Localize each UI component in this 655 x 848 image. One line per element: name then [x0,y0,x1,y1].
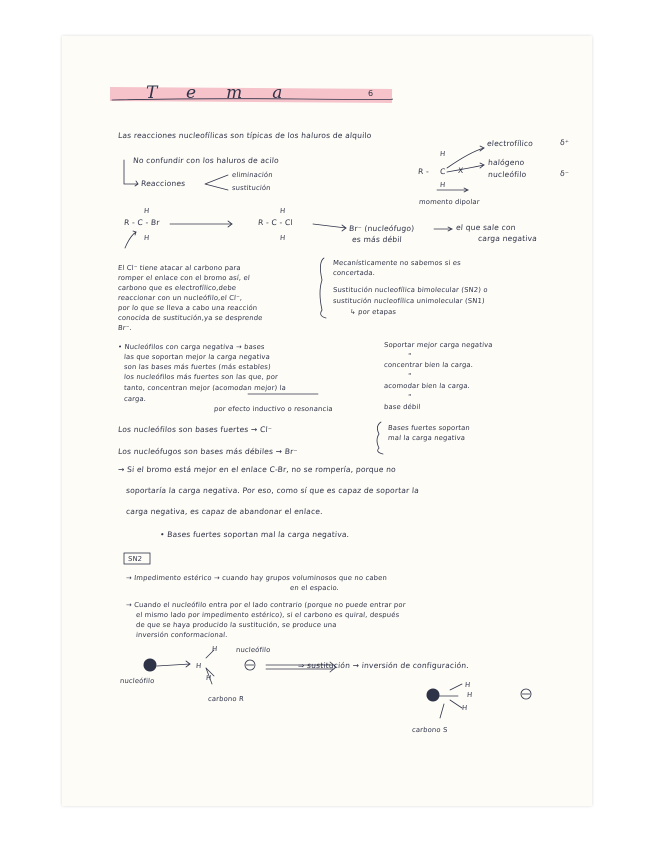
momento-label: momento dipolar [418,198,480,206]
delta-minus: δ⁻ [559,169,570,178]
cuando-1: → Cuando el nucleófilo entra por el lado contrario (porque no puede entrar por [125,601,406,609]
list-left-3: son las bases más fuertes (más estables) [123,363,272,371]
para-left-7: Br⁻. [117,324,133,332]
para-left-1: El Cl⁻ tiene atacar al carbono para [117,264,241,272]
delta-plus: δ⁺ [559,138,570,147]
list-right-6: " [407,393,412,401]
diagram-h1: H [211,645,218,653]
nucleofilo-label: nucleófilo [487,170,527,179]
efecto-line: por efecto inductivo o resonancia [213,405,334,413]
diagram2-h2: H [466,691,473,699]
sustitucion-label: sustitución [231,184,271,192]
react-h2: H [143,234,150,242]
react-left: R - C - Br [123,218,160,227]
list-right-3: concentrar bien la carga. [383,361,474,369]
list-left-5: tanto, concentran mejor (acomodan mejor) la [123,384,287,392]
react-h4: H [279,234,286,242]
hal-h-bottom: H [439,181,446,189]
brace-right-1: Bases fuertes soportan [387,424,471,432]
hal-r: R - [417,167,430,176]
br-weak: es más débil [351,235,403,244]
diagram-nucleofilo-top: nucleófilo [235,646,271,654]
para-left-4: reaccionar con un nucleófilo,el Cl⁻, [117,294,243,302]
bullet-bases: • Bases fuertes soportan mal la carga negativa. [159,530,350,539]
list-left-6: carga. [123,395,147,403]
list-left-1: • Nucleófilos con carga negativa → bases [117,343,265,351]
list-right-2: " [407,352,412,360]
diagram2-h3: H [461,704,468,712]
cuando-3: de que se haya producido la sustitución, se produce una [135,621,337,629]
para-left-6: conocida de sustitución,ya se desprende [117,314,263,322]
diagram-carbono-s: carbono S [411,726,448,734]
page-title: Tema [146,83,313,103]
list-right-7: base débil [383,403,421,411]
intro-line: Las reacciones nucleofílicas son típicas de los haluros de alquilo [117,131,372,140]
halogeno-label: halógeno [487,158,525,167]
list-left-2: las que soportan mejor la carga negativa [123,353,271,361]
br-label: Br⁻ (nucleófugo) [348,224,415,233]
eliminacion-label: eliminación [231,171,273,179]
bromo-3: carga negativa, es capaz de abandonar el enlace. [125,507,324,516]
para-right-5: ↳ por etapas [349,308,397,316]
bromo-1: → Si el bromo está mejor en el enlace C-Br, no se rompería, porque no [117,465,397,474]
nuc-weak: Los nucleófugos son bases más débiles → Br⁻ [117,447,298,456]
para-right-4: sustitución nucleofílica unimolecular (SN1) [332,297,486,305]
para-right-3: Sustitución nucleofílica bimolecular (SN2) o [332,286,488,294]
bromo-2: soportaría la carga negativa. Por eso, como sí que es capaz de soportar la [125,486,420,495]
para-left-2: romper el enlace con el bromo así, el [117,274,251,282]
cuando-2: el mismo lado por impedimento estérico), si el carbono es quiral, después [135,611,400,619]
brace-right-2: mal la carga negativa [387,434,466,442]
carga-label: carga negativa [477,234,538,243]
title-number: 6 [368,89,374,98]
sale-label: el que sale con [455,223,516,232]
notebook-page [62,36,592,806]
list-left-4: los nucleófilos más fuertes son las que, por [123,373,279,381]
react-h3: H [279,207,286,215]
electrofilico-label: electrofílico [486,139,534,148]
para-left-5: por lo que se lleva a cabo una reacción [117,304,258,312]
imped-2: en el espacio. [289,584,340,592]
diagram-carbono-r: carbono R [207,695,245,703]
diagram-h2: H [195,662,202,670]
para-left-3: carbono que es electrofílico,debe [117,284,237,292]
diagram-nucleofilo: nucleófilo [119,677,155,685]
diagram2-h1: H [464,681,471,689]
hal-c: C [439,167,446,176]
diagram-h3: H [205,674,212,682]
nuc-strong: Los nucleófilos son bases fuertes → Cl⁻ [117,425,273,434]
imped-1: → Impedimento estérico → cuando hay grupos voluminosos que no caben [125,574,388,582]
branch-line1: No confundir con los haluros de acilo [132,156,280,165]
list-right-4: " [407,372,412,380]
para-right-2: concertada. [332,269,376,277]
reacciones-label: Reacciones [140,179,186,188]
sn2-label: SN2 [127,555,143,563]
para-right-1: Mecanísticamente no sabemos si es [332,259,462,267]
hal-h-top: H [439,150,446,158]
cuando-4: inversión conformacional. [135,631,228,639]
diagram-sustitucion: ⇒ sustitución → inversión de configuración. [297,661,470,670]
react-h1: H [143,207,150,215]
react-right: R - C - Cl [257,218,293,227]
list-right-5: acomodar bien la carga. [383,382,471,390]
list-right-1: Soportar mejor carga negativa [383,341,493,349]
hal-x: X [457,166,464,175]
